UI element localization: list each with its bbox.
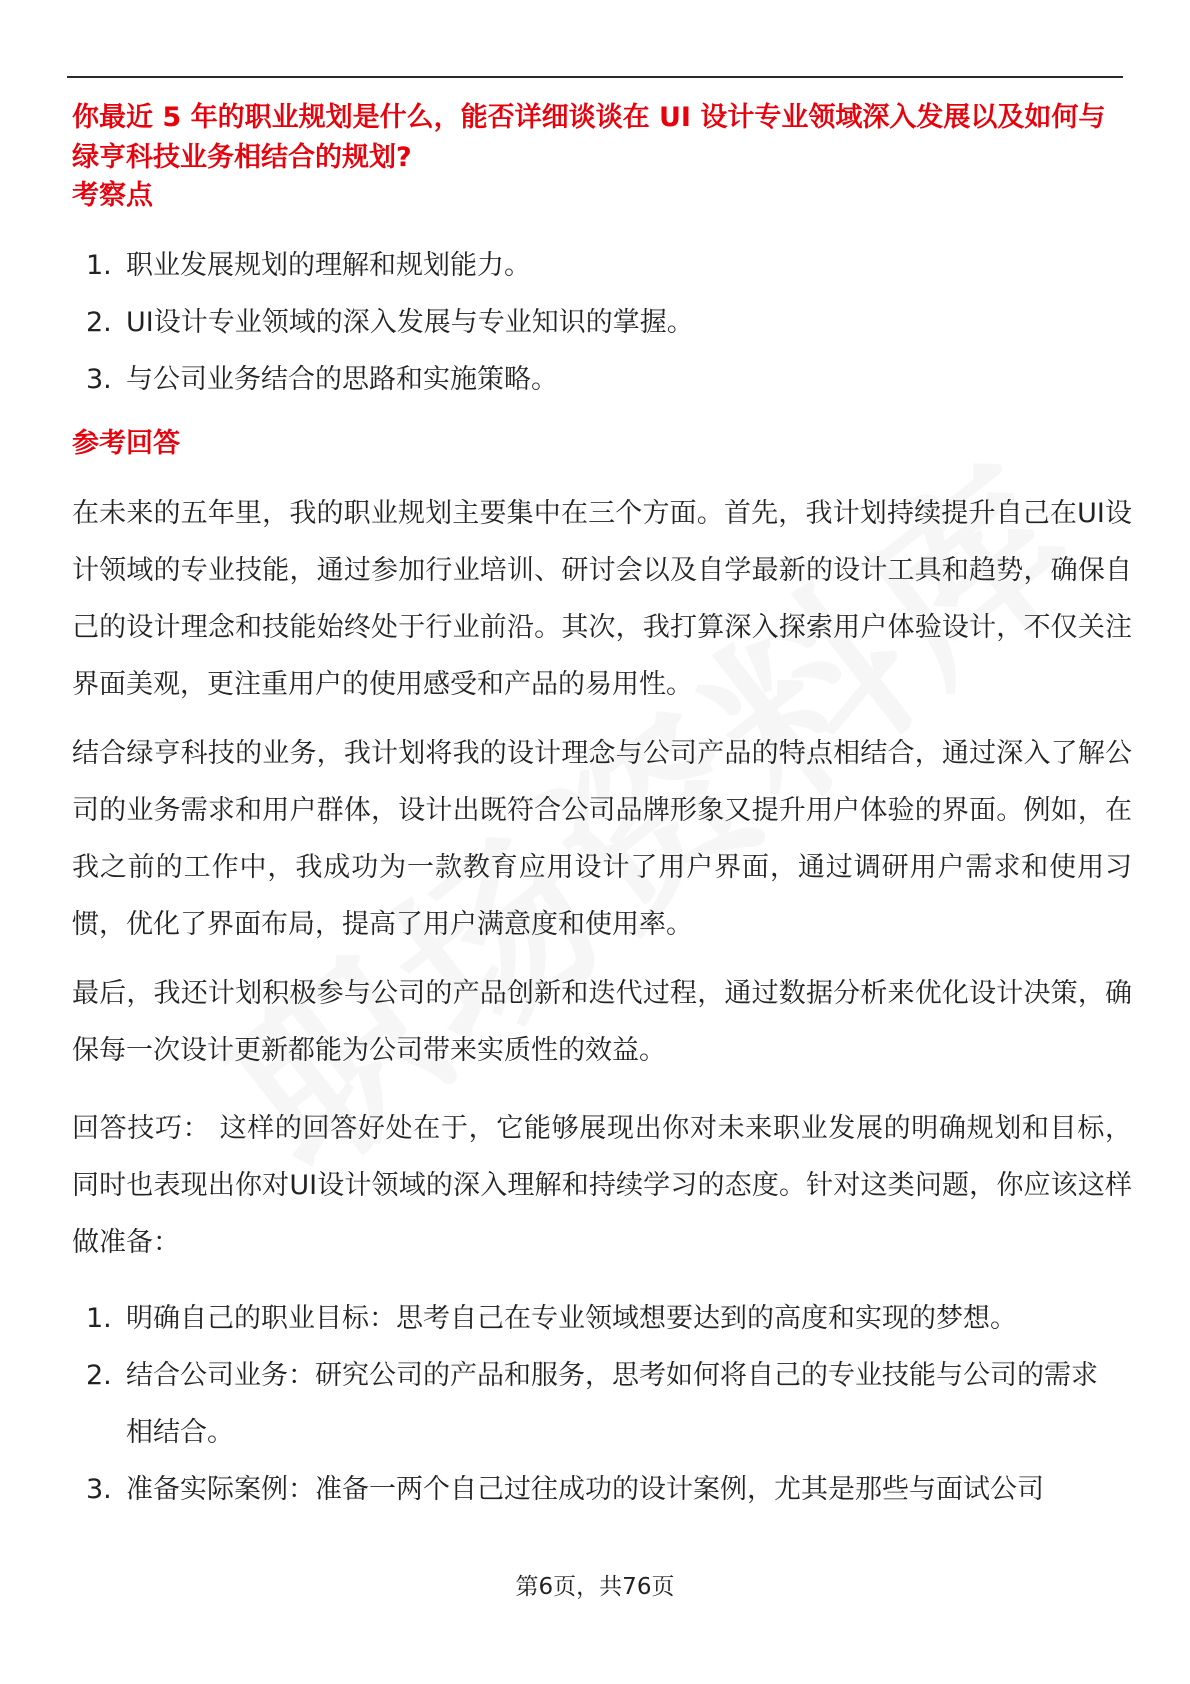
list-number: 2. — [86, 1360, 112, 1391]
list-number: 3. — [86, 1474, 112, 1505]
answer-paragraph: 最后，我还计划积极参与公司的产品创新和迭代过程，通过数据分析来优化设计决策，确保每一次设计更新都能为公司带来实质性的效益。 — [72, 978, 1132, 1066]
list-number: 2. — [86, 307, 112, 338]
list-number: 1. — [86, 1303, 112, 1334]
focus-heading: 考察点 — [72, 180, 153, 211]
answer-heading: 参考回答 — [72, 428, 180, 459]
list-item — [72, 1347, 1122, 1461]
list-item — [72, 351, 1122, 408]
list-number: 3. — [86, 364, 112, 395]
focus-list — [72, 237, 1122, 408]
list-item — [72, 1290, 1122, 1347]
list-item-text: 结合公司业务：研究公司的产品和服务，思考如何将自己的专业技能与公司的需求相结合。 — [126, 1360, 1098, 1448]
answer-paragraph: 结合绿亨科技的业务，我计划将我的设计理念与公司产品的特点相结合，通过深入了解公司的业务需求和用户群体，设计出既符合公司品牌形象又提升用户体验的界面。例如，在我之前的工作中，我成功为一款教育应用设计了用户界面，通过调研用户需求和使用习惯，优化了界面布局，提高了用户满意度和使用率。 — [72, 738, 1132, 940]
list-item-text: 职业发展规划的理解和规划能力。 — [126, 250, 531, 281]
list-item — [72, 237, 1122, 294]
top-divider — [67, 76, 1123, 78]
list-item-text: 准备实际案例：准备一两个自己过往成功的设计案例，尤其是那些与面试公司 — [126, 1474, 1044, 1505]
list-number: 1. — [86, 250, 112, 281]
answer-tip-paragraph: 回答技巧： 这样的回答好处在于，它能够展现出你对未来职业发展的明确规划和目标，同时也表现出你对UI设计领域的深入理解和持续学习的态度。针对这类问题，你应该这样做准备： — [72, 1113, 1132, 1258]
answer-paragraph: 在未来的五年里，我的职业规划主要集中在三个方面。首先，我计划持续提升自己在UI设计领域的专业技能，通过参加行业培训、研讨会以及自学最新的设计工具和趋势，确保自己的设计理念和技能始终处于行业前沿。其次，我打算深入探索用户体验设计，不仅关注界面美观，更注重用户的使用感受和产品的易用性。 — [72, 498, 1132, 700]
list-item-text: UI设计专业领域的深入发展与专业知识的掌握。 — [126, 307, 694, 338]
tips-list — [72, 1290, 1122, 1518]
question-title: 你最近 5 年的职业规划是什么，能否详细谈谈在 UI 设计专业领域深入发展以及如何与绿亨科技业务相结合的规划? — [72, 102, 1106, 173]
list-item-text: 与公司业务结合的思路和实施策略。 — [126, 364, 558, 395]
page-number: 第6页，共76页 — [515, 1574, 675, 1600]
list-item — [72, 1461, 1122, 1518]
list-item — [72, 294, 1122, 351]
list-item-text: 明确自己的职业目标：思考自己在专业领域想要达到的高度和实现的梦想。 — [126, 1303, 1017, 1334]
